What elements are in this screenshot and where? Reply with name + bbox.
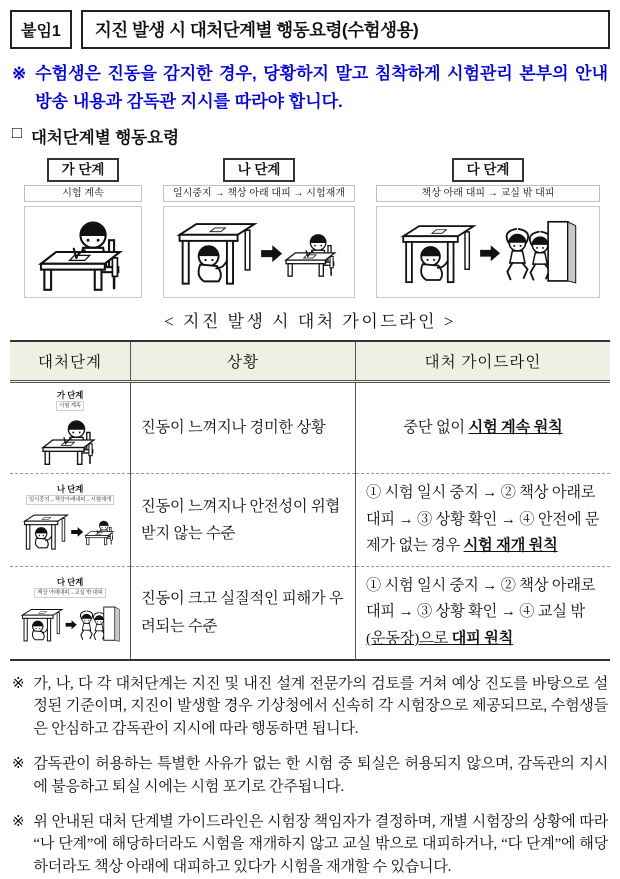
notice-text: 수험생은 진동을 감지한 경우, 당황하지 말고 침착하게 시험관리 본부의 안내 방송 내용과 감독관 지시를 따라야 합니다. [35, 64, 608, 111]
stage-na-header: 나 단계 [223, 158, 296, 182]
guideline-emphasis: 시험 계속 원칙 [468, 418, 563, 436]
row2-guideline [355, 474, 610, 567]
note-text: 가, 나, 다 각 대처단계는 지진 및 내진 설계 전문가의 검토를 거쳐 예상 진도를 바탕으로 설정된 기준이며, 지진이 발생할 경우 기상청에서 신속히 각 시험장으로 제공되므로, 수험생들은 안심하고 감독관이 지시에 따라 행동하면 됩니다. [33, 675, 608, 738]
page-title-box [81, 10, 610, 49]
stage-na-sublabel: 일시중지 → 책상 아래 대피 → 시험재개 [163, 185, 355, 202]
table-row [10, 474, 610, 567]
stage-da-sublabel: 책상 아래 대피 → 교실 밖 대피 [376, 185, 600, 202]
under-desk-then-resume-icon [21, 507, 119, 555]
stage-da-header: 다 단계 [452, 158, 525, 182]
row2-situation: 진동이 느껴지나 안전성이 위협받지 않는 수준 [131, 474, 356, 567]
checkbox-marker-icon: □ [12, 124, 22, 143]
guideline-emphasis: 시험 재개 원칙 [463, 537, 558, 555]
row1-stage-cell [10, 382, 131, 474]
note-marker: ※ [12, 756, 25, 773]
note-text: 감독관이 허용하는 특별한 사유가 없는 한 시험 중 퇴실은 허용되지 않으며, 감독관의 지시에 불응하고 퇴실 시에는 시험 포기로 간주됩니다. [33, 756, 608, 795]
notice-paragraph [12, 60, 608, 115]
guideline-text: ① 시험 일시 중지 → ② 책상 아래로 대피 → ③ 상황 확인 → ④ 교실 밖 [365, 576, 596, 621]
row1-stage-sublabel: 시험 계속 [56, 401, 84, 411]
attachment-label: 붙임1 [21, 23, 61, 40]
row1-situation: 진동이 느껴지나 경미한 상황 [131, 382, 356, 474]
stage-ga-header: 가 단계 [47, 158, 120, 182]
guideline-text: 중단 없이 [403, 418, 469, 436]
guideline-underlined: (운동장)으로 [365, 630, 449, 648]
stage-da [376, 158, 600, 298]
row2-stage-cell [10, 474, 131, 567]
section-heading [12, 124, 608, 148]
stage-strip [24, 158, 600, 298]
row3-stage-sublabel: 책상 아래대피→교실 밖 대피 [34, 588, 106, 598]
under-desk-then-evacuate-icon [20, 600, 120, 648]
row1-guideline [355, 382, 610, 474]
row3-guideline [355, 566, 610, 659]
guideline-emphasis: 대피 원칙 [448, 630, 514, 648]
title-row [10, 10, 610, 49]
under-desk-then-evacuate-icon [384, 210, 592, 294]
stage-na [163, 158, 355, 298]
student-at-desk-icon [37, 413, 103, 467]
guideline-table [10, 340, 610, 661]
header-stage: 대처단계 [10, 341, 131, 382]
row2-stage-name: 나 단계 [56, 484, 84, 495]
row3-situation: 진동이 크고 실질적인 피해가 우려되는 수준 [131, 566, 356, 659]
page-title: 지진 발생 시 대처단계별 행동요령(수험생용) [94, 20, 419, 40]
note-marker: ※ [12, 675, 25, 692]
table-row [10, 382, 610, 474]
row2-stage-sublabel: 일시중지→책상아래대피→시험재개 [26, 495, 114, 505]
note-text: 위 안내된 대처 단계별 가이드라인은 시험장 책임자가 결정하며, 개별 시험장의 상황에 따라 “나 단계”에 해당하더라도 시험을 재개하지 않고 교실 밖으로 대피하거나, “다 단계”에 해당하더라도 책상 아래에 대피하고 있다가 시험을 재개할 수 있습니다. [33, 813, 608, 876]
stage-na-illustration [163, 206, 355, 298]
header-situation: 상황 [131, 341, 356, 382]
student-at-desk-icon [31, 210, 135, 294]
row3-stage-name: 다 단계 [56, 577, 84, 588]
row3-stage-cell [10, 566, 131, 659]
guideline-text: ① 시험 일시 중지 → ② 책상 아래로 대피 → ③ 상황 확인 → ④ 안전에 문제가 없는 경우 [365, 484, 600, 555]
notes-section [12, 673, 608, 879]
table-caption: < 지진 발생 시 대처 가이드라인 > [164, 312, 456, 332]
section-heading-text: 대처단계별 행동요령 [30, 129, 180, 148]
note-paragraph [12, 753, 608, 799]
stage-ga [24, 158, 142, 298]
table-row [10, 566, 610, 659]
notice-marker: ※ [12, 64, 27, 83]
stage-da-illustration [376, 206, 600, 298]
note-paragraph [12, 673, 608, 741]
header-guideline: 대처 가이드라인 [355, 341, 610, 382]
under-desk-then-resume-icon [170, 210, 348, 294]
stage-ga-sublabel: 시험 계속 [24, 185, 142, 202]
table-header-row [10, 341, 610, 382]
row1-stage-name: 가 단계 [56, 389, 84, 400]
attachment-label-box [10, 10, 72, 49]
note-marker: ※ [12, 813, 25, 830]
stage-ga-illustration [24, 206, 142, 298]
